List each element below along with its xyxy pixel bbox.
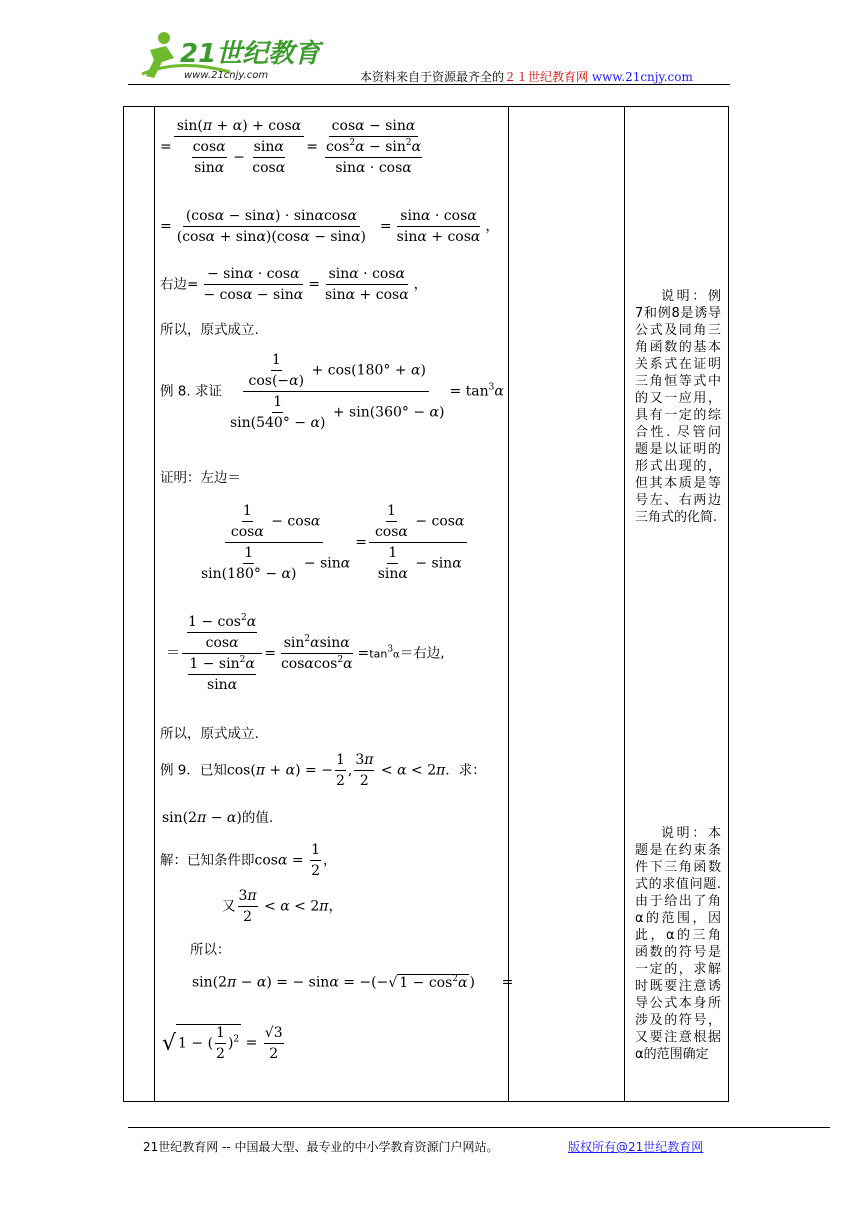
conclusion-2: 所以，原式成立. (160, 726, 259, 742)
proof-left-label: 证明：左边＝ (160, 470, 241, 486)
header-divider (128, 84, 730, 85)
solution-line-4: √ 1 − ( $\frac{1}{2}$ )$^2$ = $\frac{√3}{2}$ (162, 1024, 283, 1062)
table-col-divider-1 (154, 107, 155, 1101)
solution-known-label: 解：已知条件即 (160, 852, 255, 869)
table-col-divider-2 (508, 107, 509, 1101)
footer-left: 21世纪教育网 -- 中国最大型、最专业的中小学教育资源门户网站。 (143, 1140, 499, 1154)
solution-line-1: 解：已知条件即cosα = $\frac{1}{2}$ ， (160, 842, 337, 879)
right-side-label: 右边= (160, 276, 199, 293)
site-logo (140, 28, 340, 88)
solution-line-2: 又 $\frac{3\pi}{2}$ < α < 2π， (222, 888, 343, 925)
formula-line-1: = sin(π + α) + cosα $\frac{\cos\alpha}{\sin\alpha}$ − $\frac{\sin\alpha}{\cos\alpha}$ = $\frac{\cos\alpha - \sin\alpha}{\frac{\cos^2\alpha - \sin^2\alpha}{\sin\alpha \cdot \cos\alpha}}$ (160, 118, 422, 176)
header-source (360, 68, 693, 85)
note-2: 说明：本题是在约束条件下三角函数式的求值问题. 由于给出了角α的范围，因此，α的三角函数的符号是一定的，求解时既要注意诱导公式本身所涉及的符号，又要注意根据α的范围确定 (635, 826, 721, 1062)
table-col-divider-3 (624, 107, 625, 1101)
example-9-target: sin(2π − α)的值. (162, 810, 274, 826)
suoyi-label: 所以： (190, 942, 231, 958)
solution-line-3: sin(2π − α) = − sinα = −(− √ $1 - \cos^2\alpha$ ) = (192, 974, 514, 991)
footer-divider (128, 1127, 830, 1128)
source-site-link[interactable]: ２１世纪教育网 (504, 70, 589, 84)
proof-line-2: ＝ $\frac{\frac{1 - \cos^2\alpha}{\cos\alpha}}{\frac{1 - \sin^2\alpha}{\sin\alpha}}$ = $\frac{\sin^2\alpha\sin\alpha}{\cos\alpha\cos^2\alpha}$ $=\tan^3\alpha=$右边, (166, 613, 445, 693)
footer-copyright-link[interactable]: 版权所有@21世纪教育网 (568, 1140, 704, 1154)
formula-line-2: = $\frac{(\cos\alpha - \sin\alpha) \cdot \sin\alpha\cos\alpha}{(\cos\alpha + \sin\alpha)(\cos\alpha - \sin\alpha)}$ = $\frac{\sin\alpha \cdot \cos\alpha}{\sin\alpha + \cos\alpha}$ ， (160, 208, 500, 245)
proof-line-1: $\frac{1}{\cos\alpha}$ − cosα $\frac{1}{\sin(180^\circ - \alpha)}$ − sinα = $\frac{1}{\cos\alpha}$ − cosα $\frac{1}{\sin\alpha}$ − sinα (193, 503, 469, 582)
example-9-label: 例 9．已知 (160, 762, 227, 779)
example-8-label: 例 8. 求证 (160, 383, 222, 400)
tan-word: tan (369, 647, 388, 661)
logo-url: www.21cnjy.com (184, 70, 269, 81)
example-9-value-text: 的值. (241, 810, 274, 826)
you-label: 又 (222, 898, 236, 915)
example-9-statement: 例 9．已知cos(π + α) = − $\frac{1}{2}$ , $\frac{3\pi}{2}$ < α < 2π．求： (160, 752, 486, 789)
example-9-ask: ．求： (445, 762, 486, 779)
note-1: 说明：例7和例8是诱导公式及同角三角函数的基本关系式在证明三角恒等式中的又一应用，具有一定的综合性. 尽管问题是以证明的形式出现的，但其本质是等号左、右两边三角式的化简. (635, 289, 721, 525)
right-side-word: ＝右边, (399, 645, 445, 662)
source-prefix: 本资料来自于资源最齐全的 (360, 70, 505, 84)
source-url-link[interactable]: www.21cnjy.com (591, 70, 693, 84)
logo-text: 21世纪教育 (180, 39, 321, 69)
formula-right-side: 右边= $\frac{- \sin\alpha \cdot \cos\alpha}{- \cos\alpha - \sin\alpha}$ = $\frac{\sin\alpha \cdot \cos\alpha}{\sin\alpha + \cos\alpha}$ ， (160, 266, 428, 303)
example-8-statement: 例 8. 求证 $\frac{1}{\cos(-\alpha)}$ + cos(180° + α) $\frac{1}{\sin(540^\circ - \alpha)}$ + sin(360° − α) = $\tan^3\alpha$ (160, 352, 504, 431)
conclusion-1: 所以，原式成立. (160, 322, 259, 338)
tan-alpha: α (393, 649, 400, 661)
